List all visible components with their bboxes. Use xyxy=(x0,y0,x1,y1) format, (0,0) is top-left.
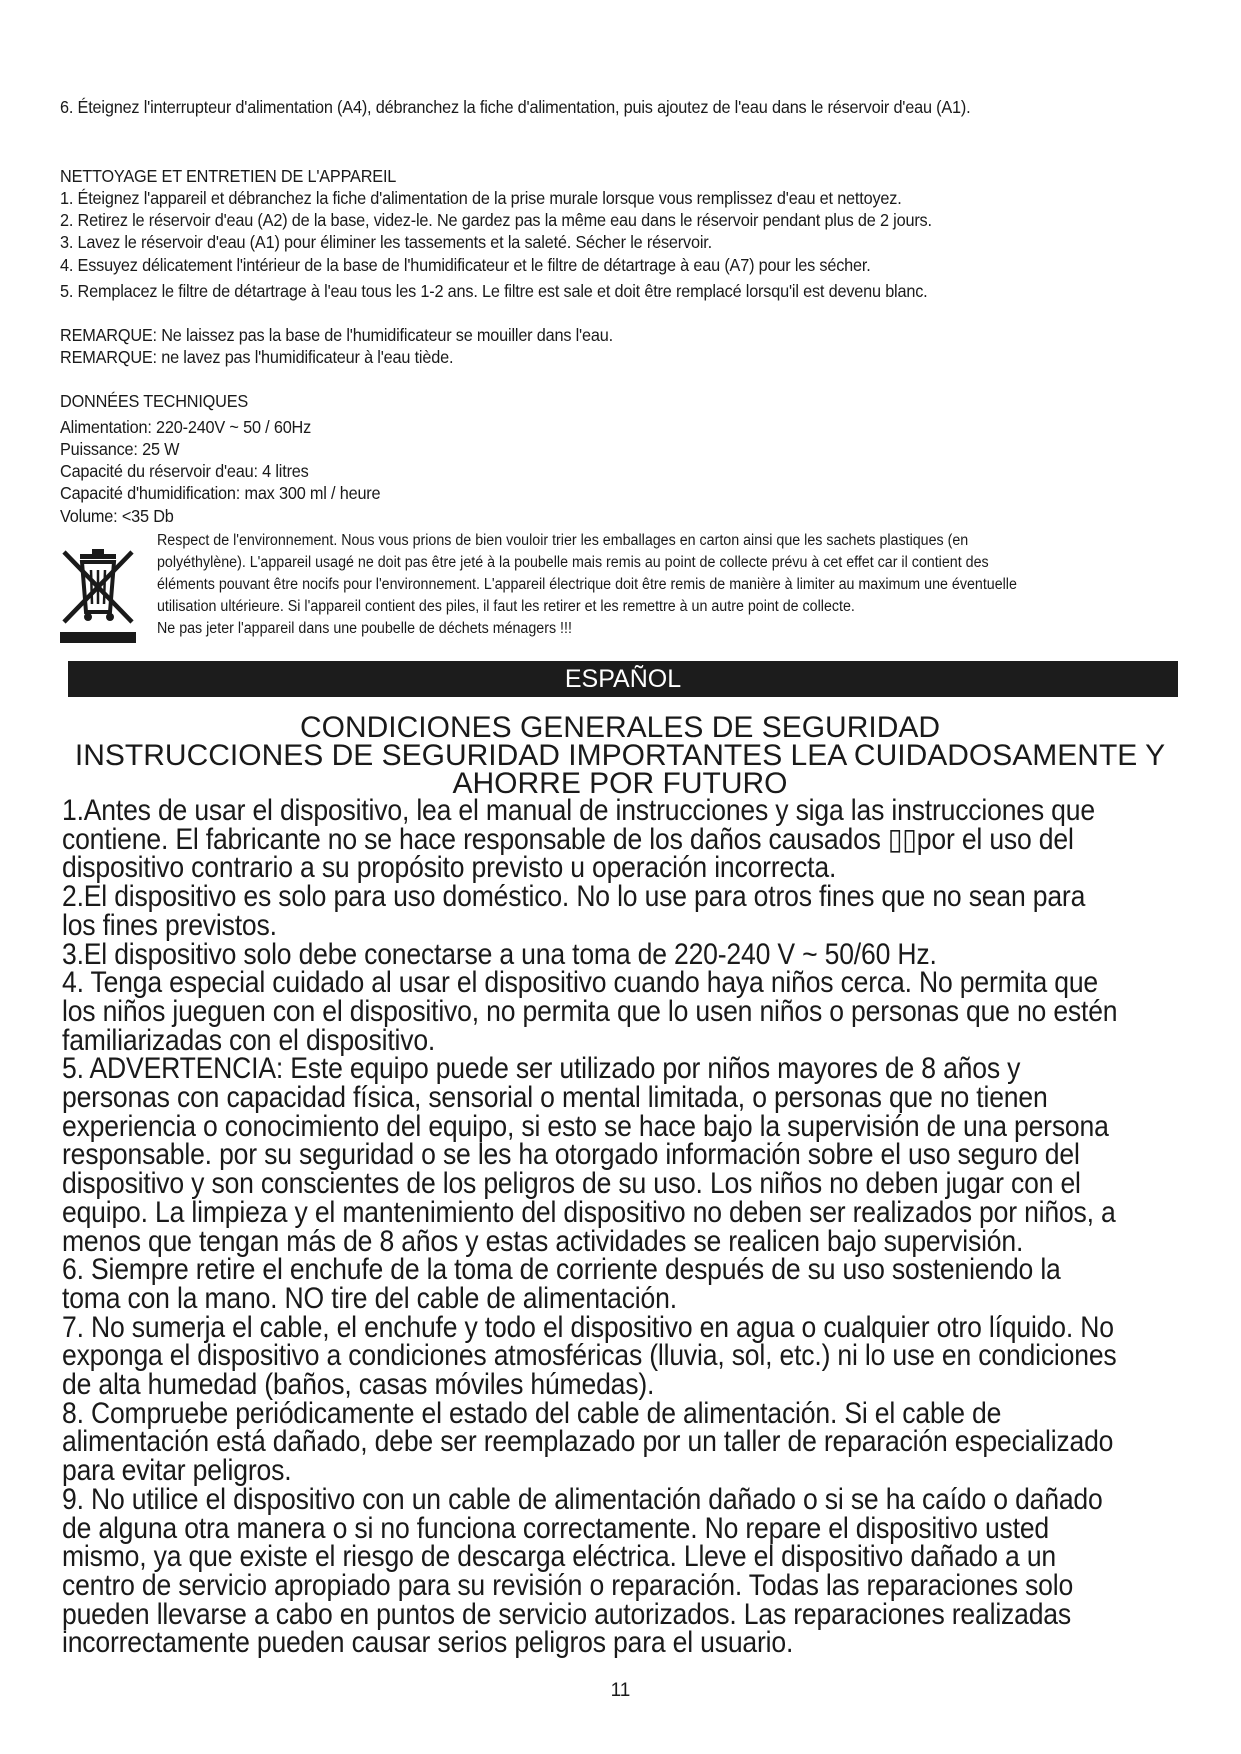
es-line: 3.El dispositivo solo debe conectarse a una toma de 220-240 V ~ 50/60 Hz. xyxy=(62,937,937,971)
es-line: contiene. El fabricante no se hace responsable de los daños causados ▯▯por el uso del xyxy=(62,822,1074,856)
fr-spec-item: Capacité du réservoir d'eau: 4 litres xyxy=(60,461,309,481)
fr-cleaning-item: 3. Lavez le réservoir d'eau (A1) pour éliminer les tassements et la saleté. Sécher le réservoir. xyxy=(60,232,712,252)
es-line: toma con la mano. NO tire del cable de alimentación. xyxy=(62,1281,677,1315)
es-line: 4. Tenga especial cuidado al usar el dispositivo cuando haya niños cerca. No permita que xyxy=(62,966,1098,1000)
es-line: familiarizadas con el dispositivo. xyxy=(62,1023,436,1057)
es-line: mismo, ya que existe el riesgo de descarga eléctrica. Lleve el dispositivo dañado a un xyxy=(62,1540,1056,1574)
fr-spec-item: Puissance: 25 W xyxy=(60,439,180,459)
es-line: dispositivo y son conscientes de los peligros de su uso. Los niños no deben jugar con el xyxy=(62,1167,1081,1201)
fr-spec-item: Alimentation: 220-240V ~ 50 / 60Hz xyxy=(60,417,312,437)
fr-cleaning-item: 2. Retirez le réservoir d'eau (A2) de la base, videz-le. Ne gardez pas la même eau dans le réservoir pendant plus de 2 jours. xyxy=(60,210,932,230)
fr-cleaning-title: NETTOYAGE ET ENTRETIEN DE L'APPAREIL xyxy=(60,166,397,186)
fr-step-6: 6. Éteignez l'interrupteur d'alimentation (A4), débranchez la fiche d'alimentation, puis ajoutez de l'eau dans le réservoir d'eau (A1). xyxy=(60,97,971,117)
fr-environment-line: polyéthylène). L'appareil usagé ne doit pas être jeté à la poubelle mais remis au point de collecte prévu à cet effet car il contient des xyxy=(157,554,989,571)
fr-cleaning-item: 1. Éteignez l'appareil et débranchez la fiche d'alimentation de la prise murale lorsque vous remplissez d'eau et nettoyez. xyxy=(60,188,902,208)
fr-cleaning-item: 5. Remplacez le filtre de détartrage à l'eau tous les 1-2 ans. Le filtre est sale et doit être remplacé lorsqu'il est devenu blanc. xyxy=(60,281,928,301)
es-heading: AHORRE POR FUTURO xyxy=(452,767,788,800)
fr-environment-line: utilisation ultérieure. Si l'appareil contient des piles, il faut les retirer et les remettre à un autre point de collecte. xyxy=(157,598,855,615)
es-line: 2.El dispositivo es solo para uso doméstico. No lo use para otros fines que no sean para xyxy=(62,880,1086,914)
fr-remark: REMARQUE: Ne laissez pas la base de l'humidificateur se mouiller dans l'eau. xyxy=(60,325,613,345)
es-heading: CONDICIONES GENERALES DE SEGURIDAD xyxy=(299,711,941,744)
es-line: equipo. La limpieza y el mantenimiento del dispositivo no deben ser realizados por niños, a xyxy=(62,1195,1116,1229)
fr-specs-title: DONNÉES TECHNIQUES xyxy=(60,391,249,411)
es-line: de alta humedad (baños, casas móviles húmedas). xyxy=(62,1368,655,1402)
es-line: alimentación está dañado, debe ser reemplazado por un taller de reparación especializado xyxy=(62,1425,1114,1459)
fr-spec-item: Capacité d'humidification: max 300 ml / heure xyxy=(60,483,381,503)
es-line: pueden llevarse a cabo en puntos de servicio autorizados. Las reparaciones realizadas xyxy=(62,1597,1071,1631)
es-safety-text xyxy=(62,794,1235,1660)
fr-remark: REMARQUE: ne lavez pas l'humidificateur à l'eau tiède. xyxy=(60,347,454,367)
es-line: 7. No sumerja el cable, el enchufe y todo el dispositivo en agua o cualquier otro líquido. No xyxy=(62,1310,1114,1344)
es-line: experiencia o conocimiento del equipo, si esto se hace bajo la supervisión de una persona xyxy=(62,1109,1109,1143)
es-heading: INSTRUCCIONES DE SEGURIDAD IMPORTANTES LEA CUIDADOSAMENTE Y xyxy=(74,739,1166,772)
page-number: 11 xyxy=(610,1680,631,1701)
es-line: 1.Antes de usar el dispositivo, lea el manual de instrucciones y siga las instrucciones que xyxy=(62,794,1095,827)
language-bar-spanish: ESPAÑOL xyxy=(68,661,1178,697)
es-line: centro de servicio apropiado para su revisión o reparación. Todas las reparaciones solo xyxy=(62,1568,1074,1602)
fr-cleaning-item: 4. Essuyez délicatement l'intérieur de la base de l'humidificateur et le filtre de détartrage à eau (A7) pour les sécher. xyxy=(60,255,871,275)
es-line: incorrectamente pueden causar serios peligros para el usuario. xyxy=(62,1626,794,1660)
fr-environment-line: Ne pas jeter l'appareil dans une poubelle de déchets ménagers !!! xyxy=(157,620,572,637)
es-line: 6. Siempre retire el enchufe de la toma de corriente después de su uso sosteniendo la xyxy=(62,1253,1061,1287)
fr-spec-item: Volume: <35 Db xyxy=(60,506,174,526)
es-line: de alguna otra manera o si no funciona correctamente. No repare el dispositivo usted xyxy=(62,1511,1049,1545)
es-line: 5. ADVERTENCIA: Este equipo puede ser utilizado por niños mayores de 8 años y xyxy=(62,1052,1021,1086)
es-line: responsable. por su seguridad o se les ha otorgado información sobre el uso seguro del xyxy=(62,1138,1080,1172)
es-line: 9. No utilice el dispositivo con un cable de alimentación dañado o si se ha caído o dañado xyxy=(62,1482,1103,1516)
es-line: para evitar peligros. xyxy=(62,1454,292,1488)
es-line: personas con capacidad física, sensorial o mental limitada, o personas que no tienen xyxy=(62,1081,1048,1115)
es-line: exponga el dispositivo a condiciones atmosféricas (lluvia, sol, etc.) ni lo use en condiciones xyxy=(62,1339,1117,1373)
fr-environment-line: Respect de l'environnement. Nous vous prions de bien vouloir trier les emballages en carton ainsi que les sachets plastiques (en xyxy=(157,532,969,549)
es-line: los niños jueguen con el dispositivo, no permita que lo usen niños o personas que no estén xyxy=(62,994,1118,1028)
es-line: dispositivo contrario a su propósito previsto u operación incorrecta. xyxy=(62,851,837,885)
fr-environment-line: éléments pouvant être nocifs pour l'environnement. L'appareil électrique doit être remis de manière à limiter au maximum une éventuelle xyxy=(157,576,1017,593)
es-line: los fines previstos. xyxy=(62,908,277,942)
es-line: menos que tengan más de 8 años y estas actividades se realicen bajo supervisión. xyxy=(62,1224,1024,1258)
es-line: 8. Compruebe periódicamente el estado del cable de alimentación. Si el cable de xyxy=(62,1396,1002,1430)
weee-bin-icon xyxy=(58,546,138,646)
